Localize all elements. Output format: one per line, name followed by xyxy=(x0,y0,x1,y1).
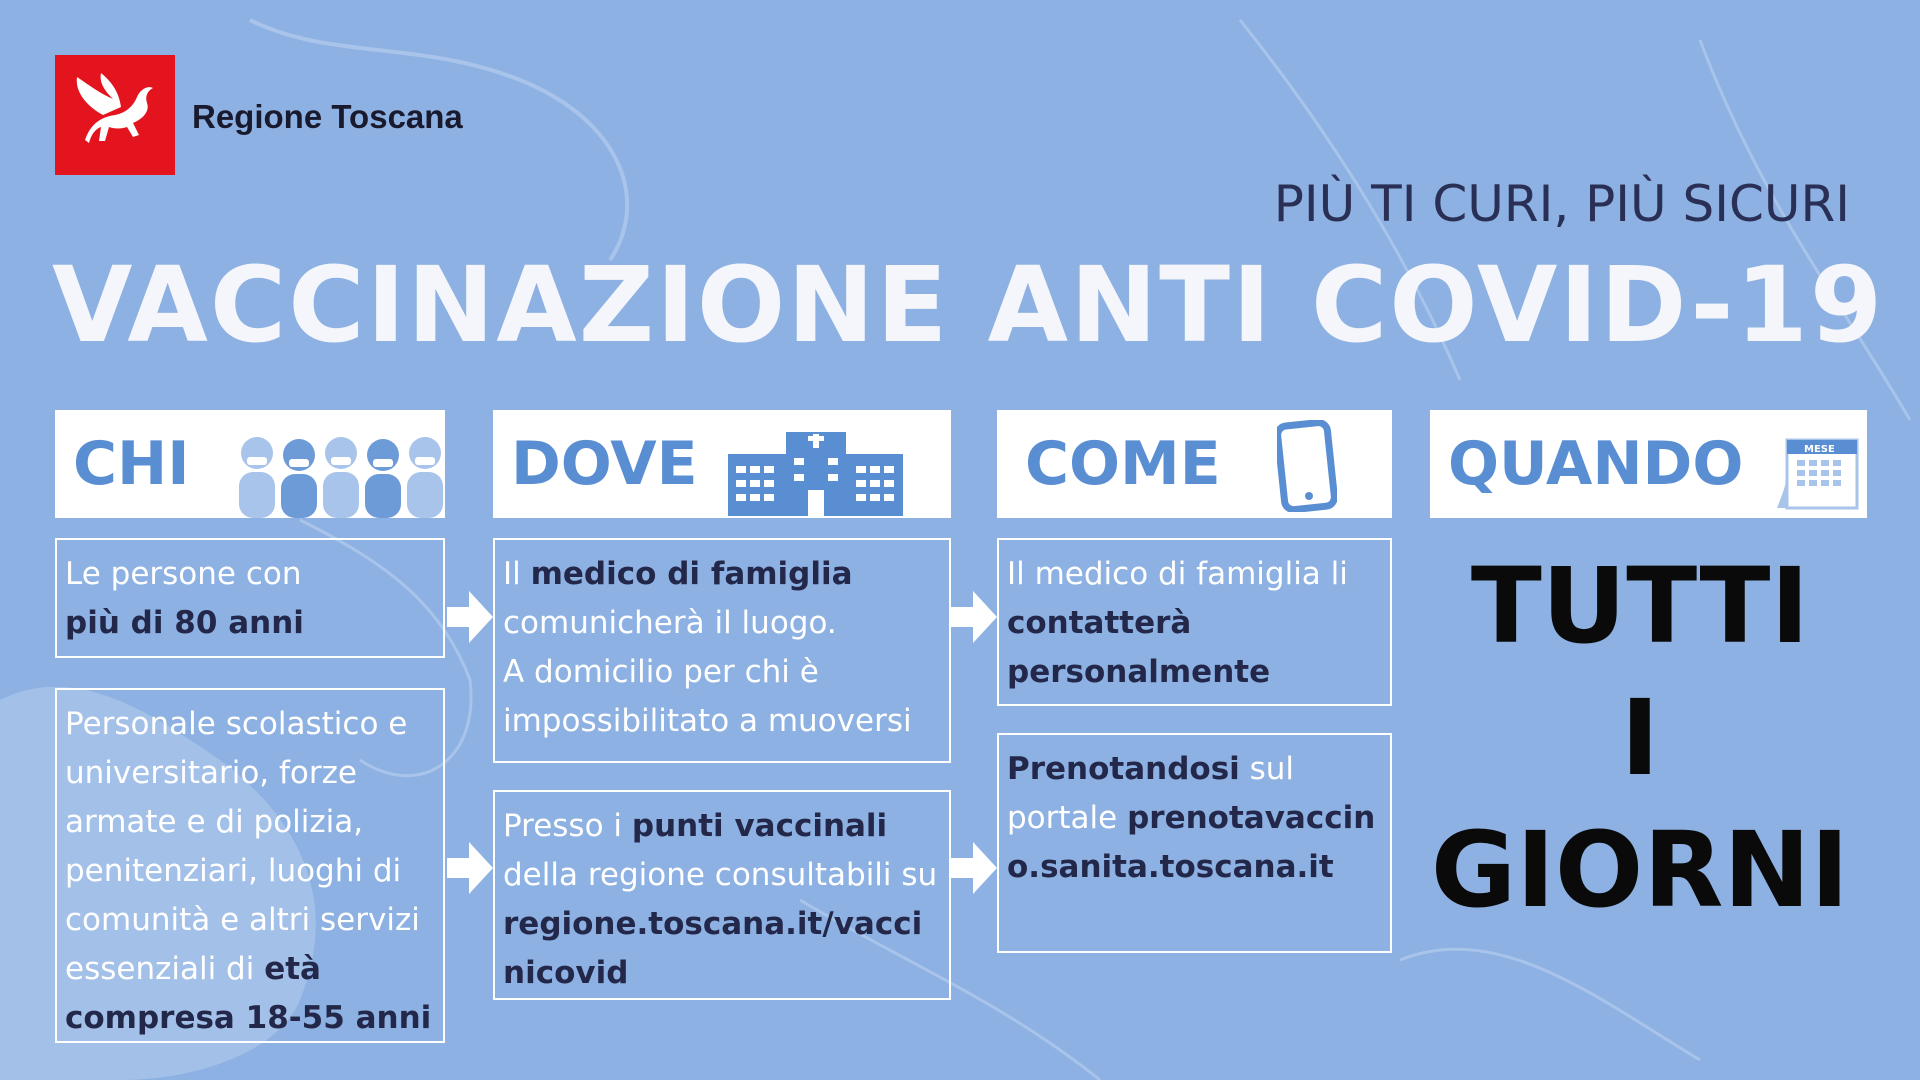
dove-box-2-link: regione.toscana.it/vaccinicovid xyxy=(503,906,923,991)
dove-box-2-text-2: della regione consultabili su xyxy=(503,857,938,893)
people-icon xyxy=(235,428,445,518)
dove-header xyxy=(493,410,951,518)
come-title: COME xyxy=(1025,429,1221,499)
dove-box-1-bold: medico di famiglia xyxy=(530,556,853,592)
dove-box-1-text-2: comunicherà il luogo. xyxy=(503,605,837,641)
chi-box-2 xyxy=(55,688,445,1043)
come-box-1-text: Il medico di famiglia li xyxy=(1007,556,1348,592)
slogan: PIÙ TI CURI, PIÙ SICURI xyxy=(1273,175,1850,233)
come-box-2 xyxy=(997,733,1392,953)
come-box-1 xyxy=(997,538,1392,706)
chi-box-1-bold: più di 80 anni xyxy=(65,605,304,641)
quando-title: QUANDO xyxy=(1448,429,1744,499)
quando-text xyxy=(1430,540,1850,936)
chi-box-1-text: Le persone con xyxy=(65,556,302,592)
dove-box-2-bold: punti vaccinali xyxy=(631,808,888,844)
come-box-1-bold: contatterà personalmente xyxy=(1007,605,1271,690)
arrow-right-icon xyxy=(447,589,493,645)
regione-toscana-logo xyxy=(55,55,175,175)
chi-header xyxy=(55,410,445,518)
hospital-icon xyxy=(728,432,903,516)
arrow-right-icon xyxy=(447,840,493,896)
chi-box-2-bold: età compresa 18-55 anni xyxy=(65,951,432,1036)
come-header xyxy=(997,410,1392,518)
chi-title: CHI xyxy=(73,429,190,499)
quando-line-1: TUTTI xyxy=(1470,545,1810,667)
dove-box-1-text-3: A domicilio per chi è impossibilitato a muoversi xyxy=(503,654,912,739)
come-box-2-text: sul portale xyxy=(1007,751,1295,836)
calendar-icon xyxy=(1775,428,1861,512)
dove-box-2 xyxy=(493,790,951,1000)
pegasus-icon xyxy=(55,55,175,175)
chi-box-1 xyxy=(55,538,445,658)
arrow-right-icon xyxy=(951,589,997,645)
calendar-label: MESE xyxy=(1804,444,1835,455)
dove-box-1-text: Il xyxy=(503,556,531,592)
come-box-2-link: prenotavaccino.sanita.toscana.it xyxy=(1007,800,1376,885)
headline: VACCINAZIONE ANTI COVID-19 xyxy=(52,244,1885,366)
dove-title: DOVE xyxy=(511,429,698,499)
arrow-right-icon xyxy=(951,840,997,896)
dove-box-1 xyxy=(493,538,951,763)
dove-box-2-text: Presso i xyxy=(503,808,632,844)
quando-line-2: I xyxy=(1620,677,1660,799)
quando-line-3: GIORNI xyxy=(1430,809,1850,931)
brand-name: Regione Toscana xyxy=(192,98,463,135)
chi-box-2-text: Personale scolastico e universitario, forze armate e di polizia, penitenziari, luoghi di comunità e altri servizi essenziali di xyxy=(65,706,420,987)
come-box-2-bold: Prenotandosi xyxy=(1007,751,1240,787)
quando-header xyxy=(1430,410,1867,518)
smartphone-icon xyxy=(1277,420,1337,512)
